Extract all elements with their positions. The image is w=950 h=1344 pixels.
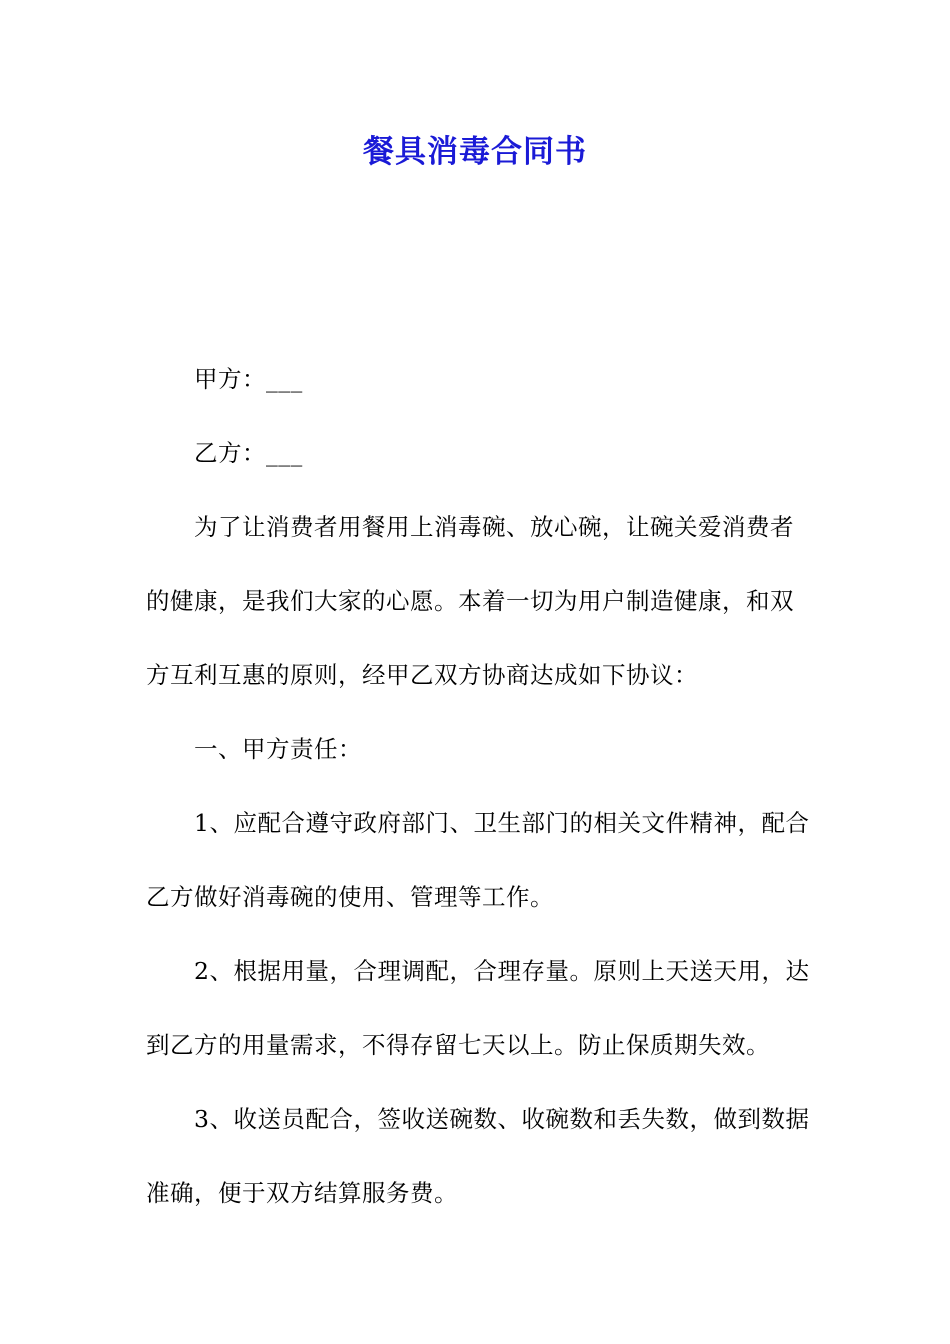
clause-1-line-2: 乙方做好消毒碗的使用、管理等工作。 <box>146 883 554 911</box>
clause-1-line-1: 1、应配合遵守政府部门、卫生部门的相关文件精神，配合 <box>194 809 810 837</box>
clause-2-line-1: 2、根据用量，合理调配，合理存量。原则上天送天用，达 <box>194 957 810 985</box>
document-body <box>146 342 810 1230</box>
clause-3-line-2: 准确，便于双方结算服务费。 <box>146 1179 458 1207</box>
clause-2-line-2: 到乙方的用量需求，不得存留七天以上。防止保质期失效。 <box>146 1031 770 1059</box>
preamble-line-2: 的健康，是我们大家的心愿。本着一切为用户制造健康，和双 <box>146 587 794 615</box>
preamble-line-1: 为了让消费者用餐用上消毒碗、放心碗，让碗关爱消费者 <box>194 513 794 541</box>
party-a-line: 甲方：___ <box>194 365 303 393</box>
document-title: 餐具消毒合同书 <box>363 134 587 170</box>
clause-3-line-1: 3、收送员配合，签收送碗数、收碗数和丢失数，做到数据 <box>194 1105 810 1133</box>
party-b-line: 乙方：___ <box>194 439 303 467</box>
preamble-line-3: 方互利互惠的原则，经甲乙双方协商达成如下协议： <box>146 661 698 689</box>
section-heading-party-a: 一、甲方责任： <box>194 735 362 763</box>
